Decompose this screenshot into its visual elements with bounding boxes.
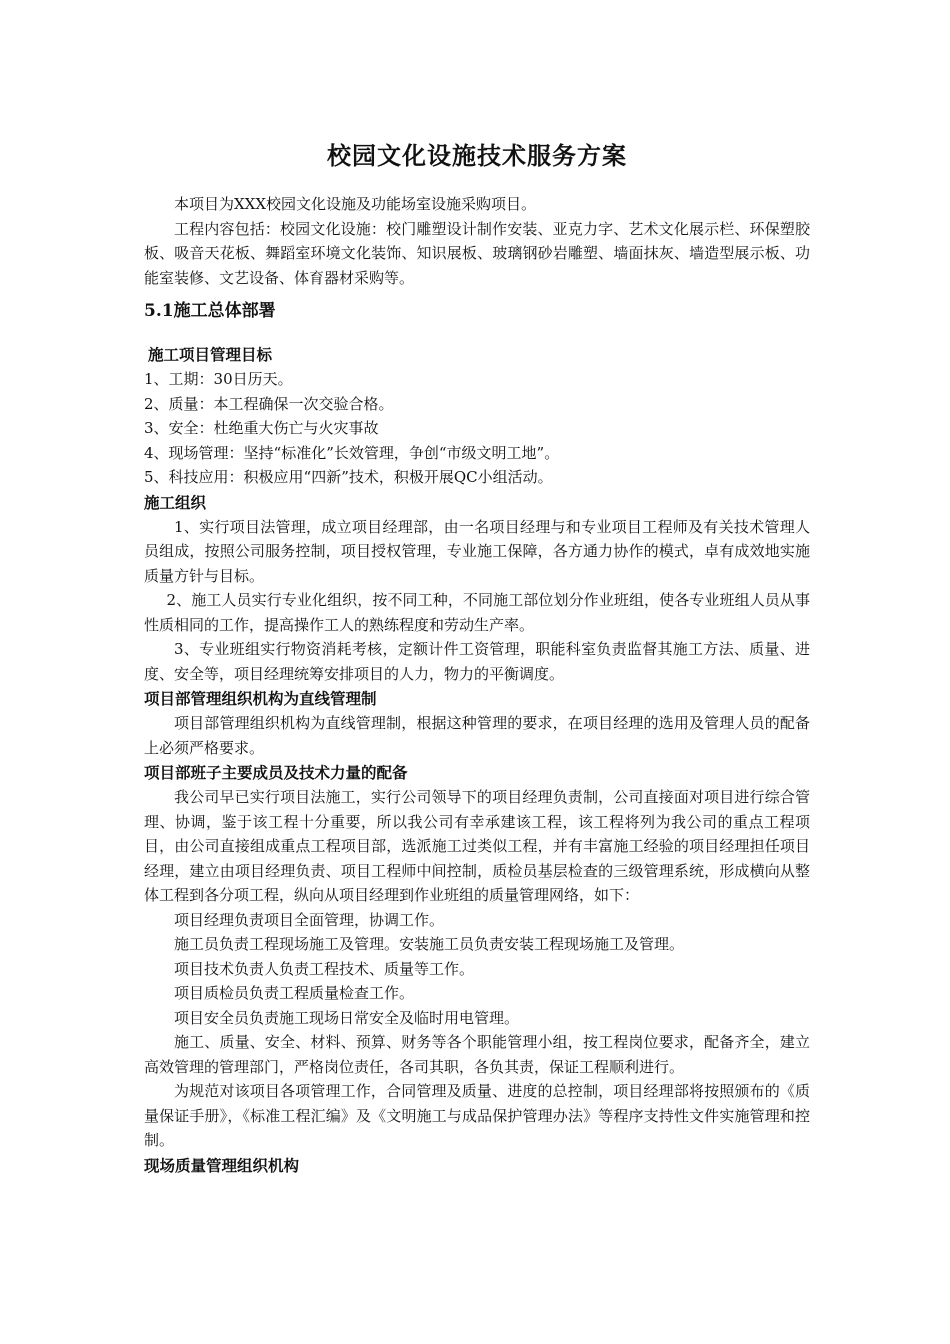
staffing-paragraph-2: 项目经理负责项目全面管理，协调工作。 xyxy=(174,910,445,929)
goal-item-4: 4、现场管理：坚持“标准化”长效管理，争创“市级文明工地”。 xyxy=(144,443,560,462)
staffing-paragraph-6: 项目安全员负责施工现场日常安全及临时用电管理。 xyxy=(174,1008,520,1027)
staffing-paragraph-8: 为规范对该项目各项管理工作，合同管理及质量、进度的总控制，项目经理部将按照颁布的《质量保证手册》，《标准工程汇编》及《文明施工与成品保护管理办法》等程序支持性文件实施管理和控制。 xyxy=(144,1082,810,1149)
document-title: 校园文化设施技术服务方案 xyxy=(327,141,627,170)
goal-item-5: 5、科技应用：积极应用“四新”技术，积极开展QC小组活动。 xyxy=(144,468,553,486)
goal-item-2: 2、质量：本工程确保一次交验合格。 xyxy=(144,394,394,413)
structure-heading: 项目部管理组织机构为直线管理制 xyxy=(144,689,377,708)
goal-item-3: 3、安全：杜绝重大伤亡与火灾事故 xyxy=(144,419,379,437)
staffing-paragraph-5: 项目质检员负责工程质量检查工作。 xyxy=(174,984,415,1002)
organization-paragraph-3: 3、专业班组实行物资消耗考核，定额计件工资管理，职能科室负责监督其施工方法、质量、进度、安全等，项目经理统筹安排项目的人力，物力的平衡调度。 xyxy=(144,640,810,683)
organization-paragraph-1: 1、实行项目法管理，成立项目经理部，由一名项目经理与和专业项目工程师及有关技术管理人员组成，按照公司服务控制，项目授权管理，专业施工保障，各方通力协作的模式，卓有成效地实施质量方针与目标。 xyxy=(144,517,810,585)
staffing-paragraph-3: 施工员负责工程现场施工及管理。安装施工员负责安装工程现场施工及管理。 xyxy=(174,935,685,953)
structure-paragraph: 项目部管理组织机构为直线管理制，根据这种管理的要求，在项目经理的选用及管理人员的配备上必须严格要求。 xyxy=(144,714,810,757)
intro-paragraph-2: 工程内容包括：校园文化设施：校门雕塑设计制作安装、亚克力字、艺术文化展示栏、环保塑胶板、吸音天花板、舞蹈室环境文化装饰、知识展板、玻璃钢砂岩雕塑、墙面抹灰、墙造型展示板、功能室装修、文艺设备、体育器材采购等。 xyxy=(144,219,810,287)
organization-paragraph-2: 2、施工人员实行专业化组织，按不同工种，不同施工部位划分作业班组，使各专业班组人员从事性质相同的工作，提高操作工人的熟练程度和劳动生产率。 xyxy=(144,591,810,634)
staffing-paragraph-7: 施工、质量、安全、材料、预算、财务等各个职能管理小组，按工程岗位要求，配备齐全，建立高效管理的管理部门，严格岗位责任，各司其职，各负其责，保证工程顺利进行。 xyxy=(144,1033,810,1076)
quality-org-heading: 现场质量管理组织机构 xyxy=(144,1155,300,1175)
goal-item-1: 1、工期：30日历天。 xyxy=(144,370,293,388)
staffing-paragraph-1: 我公司早已实行项目法施工，实行公司领导下的项目经理负责制，公司直接面对项目进行综合管理、协调，鉴于该工程十分重要，所以我公司有幸承建该工程，该工程将列为我公司的重点工程项目，由公司直接组成重点工程项目部，选派施工过类似工程，并有丰富施工经验的项目经理担任项目经理，建立由项目经理负责、项目工程师中间控制，质检员基层检查的三级管理系统，形成横向从整体工程到各分项工程，纵向从项目经理到作业班组的质量管理网络，如下： xyxy=(144,788,810,904)
staffing-heading: 项目部班子主要成员及技术力量的配备 xyxy=(144,763,408,782)
staffing-paragraph-4: 项目技术负责人负责工程技术、质量等工作。 xyxy=(174,959,475,978)
goals-heading: 施工项目管理目标 xyxy=(148,345,273,364)
organization-heading: 施工组织 xyxy=(144,492,207,512)
intro-paragraph-1: 本项目为XXX校园文化设施及功能场室设施采购项目。 xyxy=(174,195,537,213)
section-heading: 5.1施工总体部署 xyxy=(144,301,276,321)
